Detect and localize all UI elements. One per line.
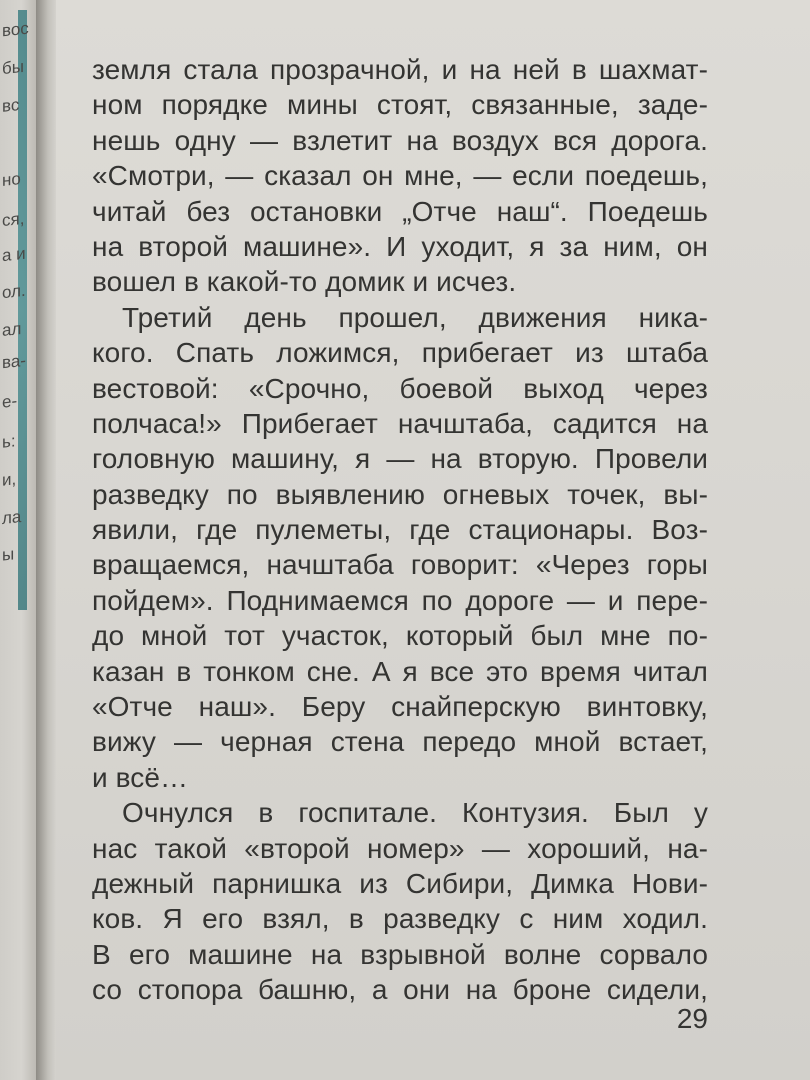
text-line: «Смотри, — сказал он мне, — если поедешь, [92, 160, 708, 192]
book-gutter [36, 0, 56, 1080]
text-line: Очнулся в госпитале. Контузия. Был у [122, 797, 708, 829]
text-line: Третий день прошел, движения ника- [122, 301, 708, 333]
paragraph [92, 795, 708, 1007]
text-line: В его машине на взрывной волне сорвало [92, 938, 708, 970]
text-line: со стопора башню, а они на броне сидели, [92, 974, 708, 1006]
text-line: вестовой: «Срочно, боевой выход через [92, 372, 708, 404]
left-page-fragment: вс [2, 95, 20, 116]
text-line: ков. Я его взял, в разведку с ним ходил. [92, 903, 708, 935]
text-line: нас такой «второй номер» — хороший, на- [92, 832, 708, 864]
text-line: «Отче наш». Беру снайперскую винтовку, [92, 691, 708, 723]
left-page-fragment: вос [2, 18, 29, 41]
text-line: нешь одну — взлетит на воздух вся дорога. [92, 124, 708, 156]
book-page [56, 0, 810, 1080]
text-line: казан в тонком сне. А я все это время читал [92, 655, 708, 687]
paragraph [92, 52, 708, 300]
page-number: 29 [676, 1003, 708, 1034]
left-page-fragment: ь: [2, 431, 16, 452]
left-page-fragment: а и [2, 243, 26, 266]
page-text [92, 52, 708, 1008]
left-page-fragment: но [2, 169, 21, 190]
text-line: явили, где пулеметы, где стационары. Воз- [92, 514, 708, 546]
left-page-fragment: е- [2, 391, 18, 412]
text-line: дежный парнишка из Сибири, Димка Нови- [92, 867, 708, 899]
text-line: до мной тот участок, который был мне по- [92, 620, 708, 652]
text-line: вошел в какой-то домик и исчез. [92, 266, 517, 298]
text-line: кого. Спать ложимся, прибегает из штаба [92, 337, 708, 369]
text-line: на второй машине». И уходит, я за ним, он [92, 230, 708, 262]
left-page-fragment: ол. [2, 280, 26, 303]
left-page-fragment: ла [2, 506, 22, 529]
paragraph [92, 300, 708, 795]
text-line: читай без остановки „Отче наш“. Поедешь [92, 195, 708, 227]
text-line: разведку по выявлению огневых точек, вы- [92, 478, 708, 510]
left-page-fragment: бы [2, 56, 24, 79]
text-line: ном порядке мины стоят, связанные, заде- [92, 89, 708, 121]
text-line: полчаса!» Прибегает начштаба, садится на [92, 407, 708, 439]
text-line: земля стала прозрачной, и на ней в шахмат- [92, 54, 708, 85]
left-page-edge [0, 0, 36, 1080]
text-line: вращаемся, начштаба говорит: «Через горы [92, 549, 708, 581]
left-page-fragment: ы [2, 544, 15, 565]
text-line: головную машину, я — на вторую. Провели [92, 443, 708, 475]
text-line: вижу — черная стена передо мной встает, [92, 726, 708, 758]
text-line: пойдем». Поднимаемся по дороге — и пере- [92, 584, 708, 616]
left-page-fragment: ся, [2, 208, 25, 231]
left-page-fragment: и, [2, 469, 17, 490]
left-page-fragment: ва- [2, 350, 26, 373]
left-page-fragment: ал [2, 318, 22, 341]
text-line: и всё… [92, 761, 189, 793]
